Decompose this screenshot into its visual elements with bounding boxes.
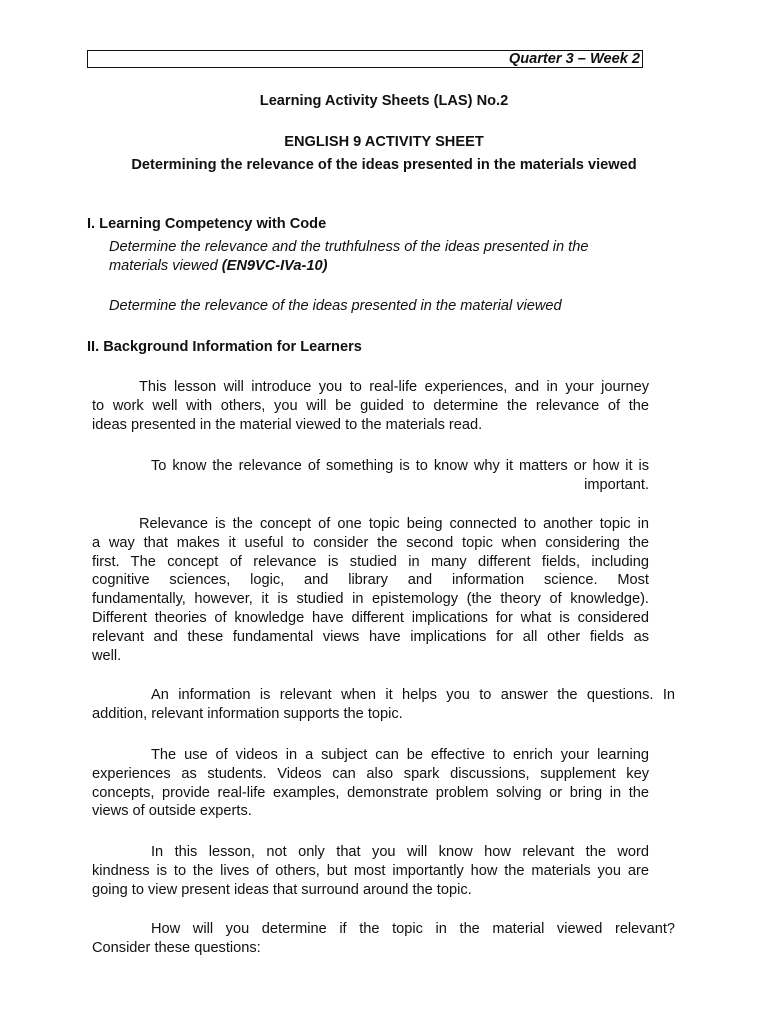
section1-heading: I. Learning Competency with Code <box>87 216 327 232</box>
quote-line: To know the relevance of something is to know why it matters or how it is <box>151 458 649 474</box>
paragraph-line: going to view present ideas that surround around the topic. <box>92 881 472 898</box>
subject-title: ENGLISH 9 ACTIVITY SHEET <box>284 134 484 150</box>
paragraph-line: relevant and these fundamental views have implications for all other fields as <box>92 628 649 645</box>
quarter-week-label: Quarter 3 – Week 2 <box>508 51 640 67</box>
paragraph-2 <box>92 515 649 665</box>
topic-title: Determining the relevance of the ideas presented in the materials viewed <box>131 157 637 173</box>
competency-line-1: Determine the relevance and the truthfulness of the ideas presented in the <box>109 239 589 255</box>
paragraph-line: fundamentally, however, it is studied in epistemology (the theory of knowledge). <box>92 591 649 608</box>
quarter-week-box <box>87 50 643 68</box>
paragraph-line: views of outside experts. <box>92 803 252 820</box>
paragraph-5 <box>92 843 649 899</box>
paragraph-line: experiences as students. Videos can also spark discussions, supplement key <box>92 765 649 782</box>
paragraph-line: kindness is to the lives of others, but most importantly how the materials you are <box>92 862 649 879</box>
relevance-quote <box>92 457 649 495</box>
competency-line-2 <box>109 257 327 276</box>
paragraph-line: a way that makes it useful to consider the second topic when considering the <box>92 534 649 551</box>
paragraph-line: to work well with others, you will be guided to determine the relevance of the <box>92 397 649 414</box>
paragraph-line: An information is relevant when it helps you to answer the questions. In <box>151 687 675 703</box>
section2-heading: II. Background Information for Learners <box>87 339 362 355</box>
paragraph-line: Consider these questions: <box>92 939 261 956</box>
paragraph-line: In this lesson, not only that you will know how relevant the word <box>151 844 649 860</box>
competency-text: materials viewed <box>109 258 222 274</box>
paragraph-3 <box>92 686 675 724</box>
paragraph-4 <box>92 746 649 821</box>
las-title: Learning Activity Sheets (LAS) No.2 <box>259 93 509 109</box>
paragraph-line: cognitive sciences, logic, and library and information science. Most <box>92 572 649 589</box>
competency-code: (EN9VC-IVa-10) <box>221 258 328 274</box>
paragraph-line: ideas presented in the material viewed to the materials read. <box>92 416 483 433</box>
paragraph-line: Relevance is the concept of one topic being connected to another topic in <box>139 516 649 532</box>
paragraph-6 <box>92 920 675 958</box>
paragraph-line: well. <box>92 647 122 664</box>
paragraph-line: concepts, provide real-life examples, demonstrate problem solving or bring in the <box>92 784 649 801</box>
quote-line: important. <box>584 476 649 493</box>
paragraph-line: Different theories of knowledge have different implications for what is considered <box>92 609 649 626</box>
sub-competency: Determine the relevance of the ideas presented in the material viewed <box>109 298 562 314</box>
paragraph-line: first. The concept of relevance is studied in many different fields, including <box>92 553 649 570</box>
paragraph-line: How will you determine if the topic in the material viewed relevant? <box>151 921 675 937</box>
paragraph-line: The use of videos in a subject can be effective to enrich your learning <box>151 747 649 763</box>
paragraph-1 <box>92 378 649 434</box>
paragraph-line: This lesson will introduce you to real-life experiences, and in your journey <box>139 379 649 395</box>
paragraph-line: addition, relevant information supports the topic. <box>92 705 403 722</box>
